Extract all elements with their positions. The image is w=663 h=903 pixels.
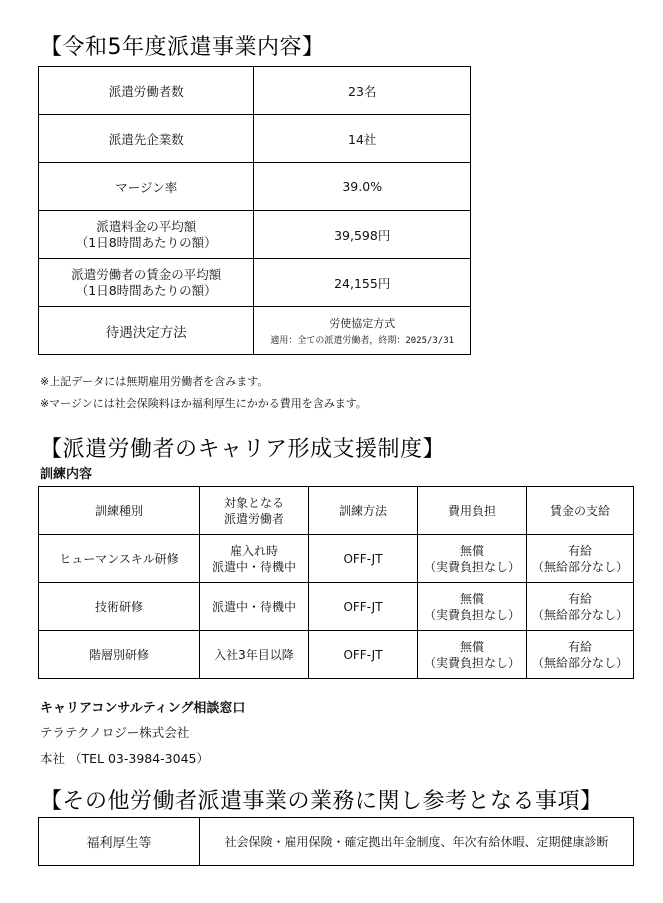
label-line: 派遣料金の平均額 <box>96 218 197 234</box>
label-line: （1日8時間あたりの額） <box>75 234 217 250</box>
table-row <box>39 307 471 355</box>
value-line-small: 適用：全ての派遣労働者，終期：2025/3/31 <box>270 336 455 346</box>
row-value: 39,598円 <box>254 211 471 259</box>
label-line: 派遣労働者の賃金の平均額 <box>71 266 222 282</box>
col-header: 費用負担 <box>418 487 527 535</box>
section-title-other: 【その他労働者派遣事業の業務に関し参考となる事項】 <box>40 789 603 814</box>
cell-line: 無償 <box>459 591 484 606</box>
cell-method: OFF-JT <box>309 631 418 679</box>
cell-cost <box>418 535 527 583</box>
note-1: ※上記データには無期雇用労働者を含みます。 <box>40 375 269 388</box>
table-row <box>39 211 471 259</box>
cell-pay <box>527 535 634 583</box>
table-row <box>39 583 634 631</box>
row-label: 福利厚生等 <box>39 818 200 866</box>
cell-line: 無償 <box>459 639 484 654</box>
cell-line: 無償 <box>459 543 484 558</box>
col-header: 訓練種別 <box>39 487 200 535</box>
cell-type: 技術研修 <box>39 583 200 631</box>
consult-contact: 本社 （TEL 03-3984-3045） <box>40 751 209 766</box>
cell-line: （実費負担なし） <box>423 607 520 622</box>
table-row <box>39 67 471 115</box>
cell-line: （実費負担なし） <box>423 655 520 670</box>
cell-line: （無給部分なし） <box>531 655 628 670</box>
cell-method: OFF-JT <box>309 583 418 631</box>
col-header: 訓練方法 <box>309 487 418 535</box>
cell-pay <box>527 583 634 631</box>
cell-target: 派遣中・待機中 <box>200 583 309 631</box>
label-line: （1日8時間あたりの額） <box>75 282 217 298</box>
section-title-dispatch: 【令和5年度派遣事業内容】 <box>40 35 325 60</box>
cell-type: ヒューマンスキル研修 <box>39 535 200 583</box>
other-info-table <box>38 817 634 866</box>
cell-method: OFF-JT <box>309 535 418 583</box>
row-label: 派遣労働者数 <box>39 67 254 115</box>
cell-line: 雇入れ時 <box>229 543 278 558</box>
row-value: 14社 <box>254 115 471 163</box>
row-label <box>39 259 254 307</box>
cell-line: （無給部分なし） <box>531 559 628 574</box>
cell-cost <box>418 583 527 631</box>
row-value <box>254 307 471 355</box>
col-header: 賃金の支給 <box>527 487 634 535</box>
table-row <box>39 259 471 307</box>
value-line: 労使協定方式 <box>329 317 396 330</box>
row-value: 社会保険・雇用保険・確定拠出年金制度、年次有給休暇、定期健康診断 <box>200 818 634 866</box>
col-header-line: 派遣労働者 <box>223 511 284 526</box>
note-2: ※マージンには社会保険料ほか福利厚生にかかる費用を含みます。 <box>40 397 367 410</box>
row-value: 39.0% <box>254 163 471 211</box>
cell-line: 有給 <box>567 543 592 558</box>
row-label: マージン率 <box>39 163 254 211</box>
table-header-row <box>39 487 634 535</box>
cell-target <box>200 535 309 583</box>
row-label <box>39 211 254 259</box>
cell-type: 階層別研修 <box>39 631 200 679</box>
table-row <box>39 818 634 866</box>
cell-pay <box>527 631 634 679</box>
training-heading: 訓練内容 <box>40 467 93 482</box>
cell-line: 有給 <box>567 591 592 606</box>
col-header-line: 対象となる <box>223 495 284 510</box>
cell-line: 有給 <box>567 639 592 654</box>
row-value: 23名 <box>254 67 471 115</box>
cell-line: 派遣中・待機中 <box>211 559 296 574</box>
table-row <box>39 163 471 211</box>
cell-target: 入社3年目以降 <box>200 631 309 679</box>
table-row <box>39 115 471 163</box>
col-header <box>200 487 309 535</box>
row-label: 派遣先企業数 <box>39 115 254 163</box>
consult-title: キャリアコンサルティング相談窓口 <box>40 701 246 716</box>
training-table <box>38 486 634 679</box>
table-row <box>39 535 634 583</box>
cell-cost <box>418 631 527 679</box>
dispatch-summary-table <box>38 66 471 355</box>
table-row <box>39 631 634 679</box>
consult-company: テラテクノロジー株式会社 <box>40 725 190 740</box>
row-label: 待遇決定方法 <box>39 307 254 355</box>
section-title-career: 【派遣労働者のキャリア形成支援制度】 <box>40 437 446 462</box>
cell-line: （実費負担なし） <box>423 559 520 574</box>
cell-line: （無給部分なし） <box>531 607 628 622</box>
row-value: 24,155円 <box>254 259 471 307</box>
